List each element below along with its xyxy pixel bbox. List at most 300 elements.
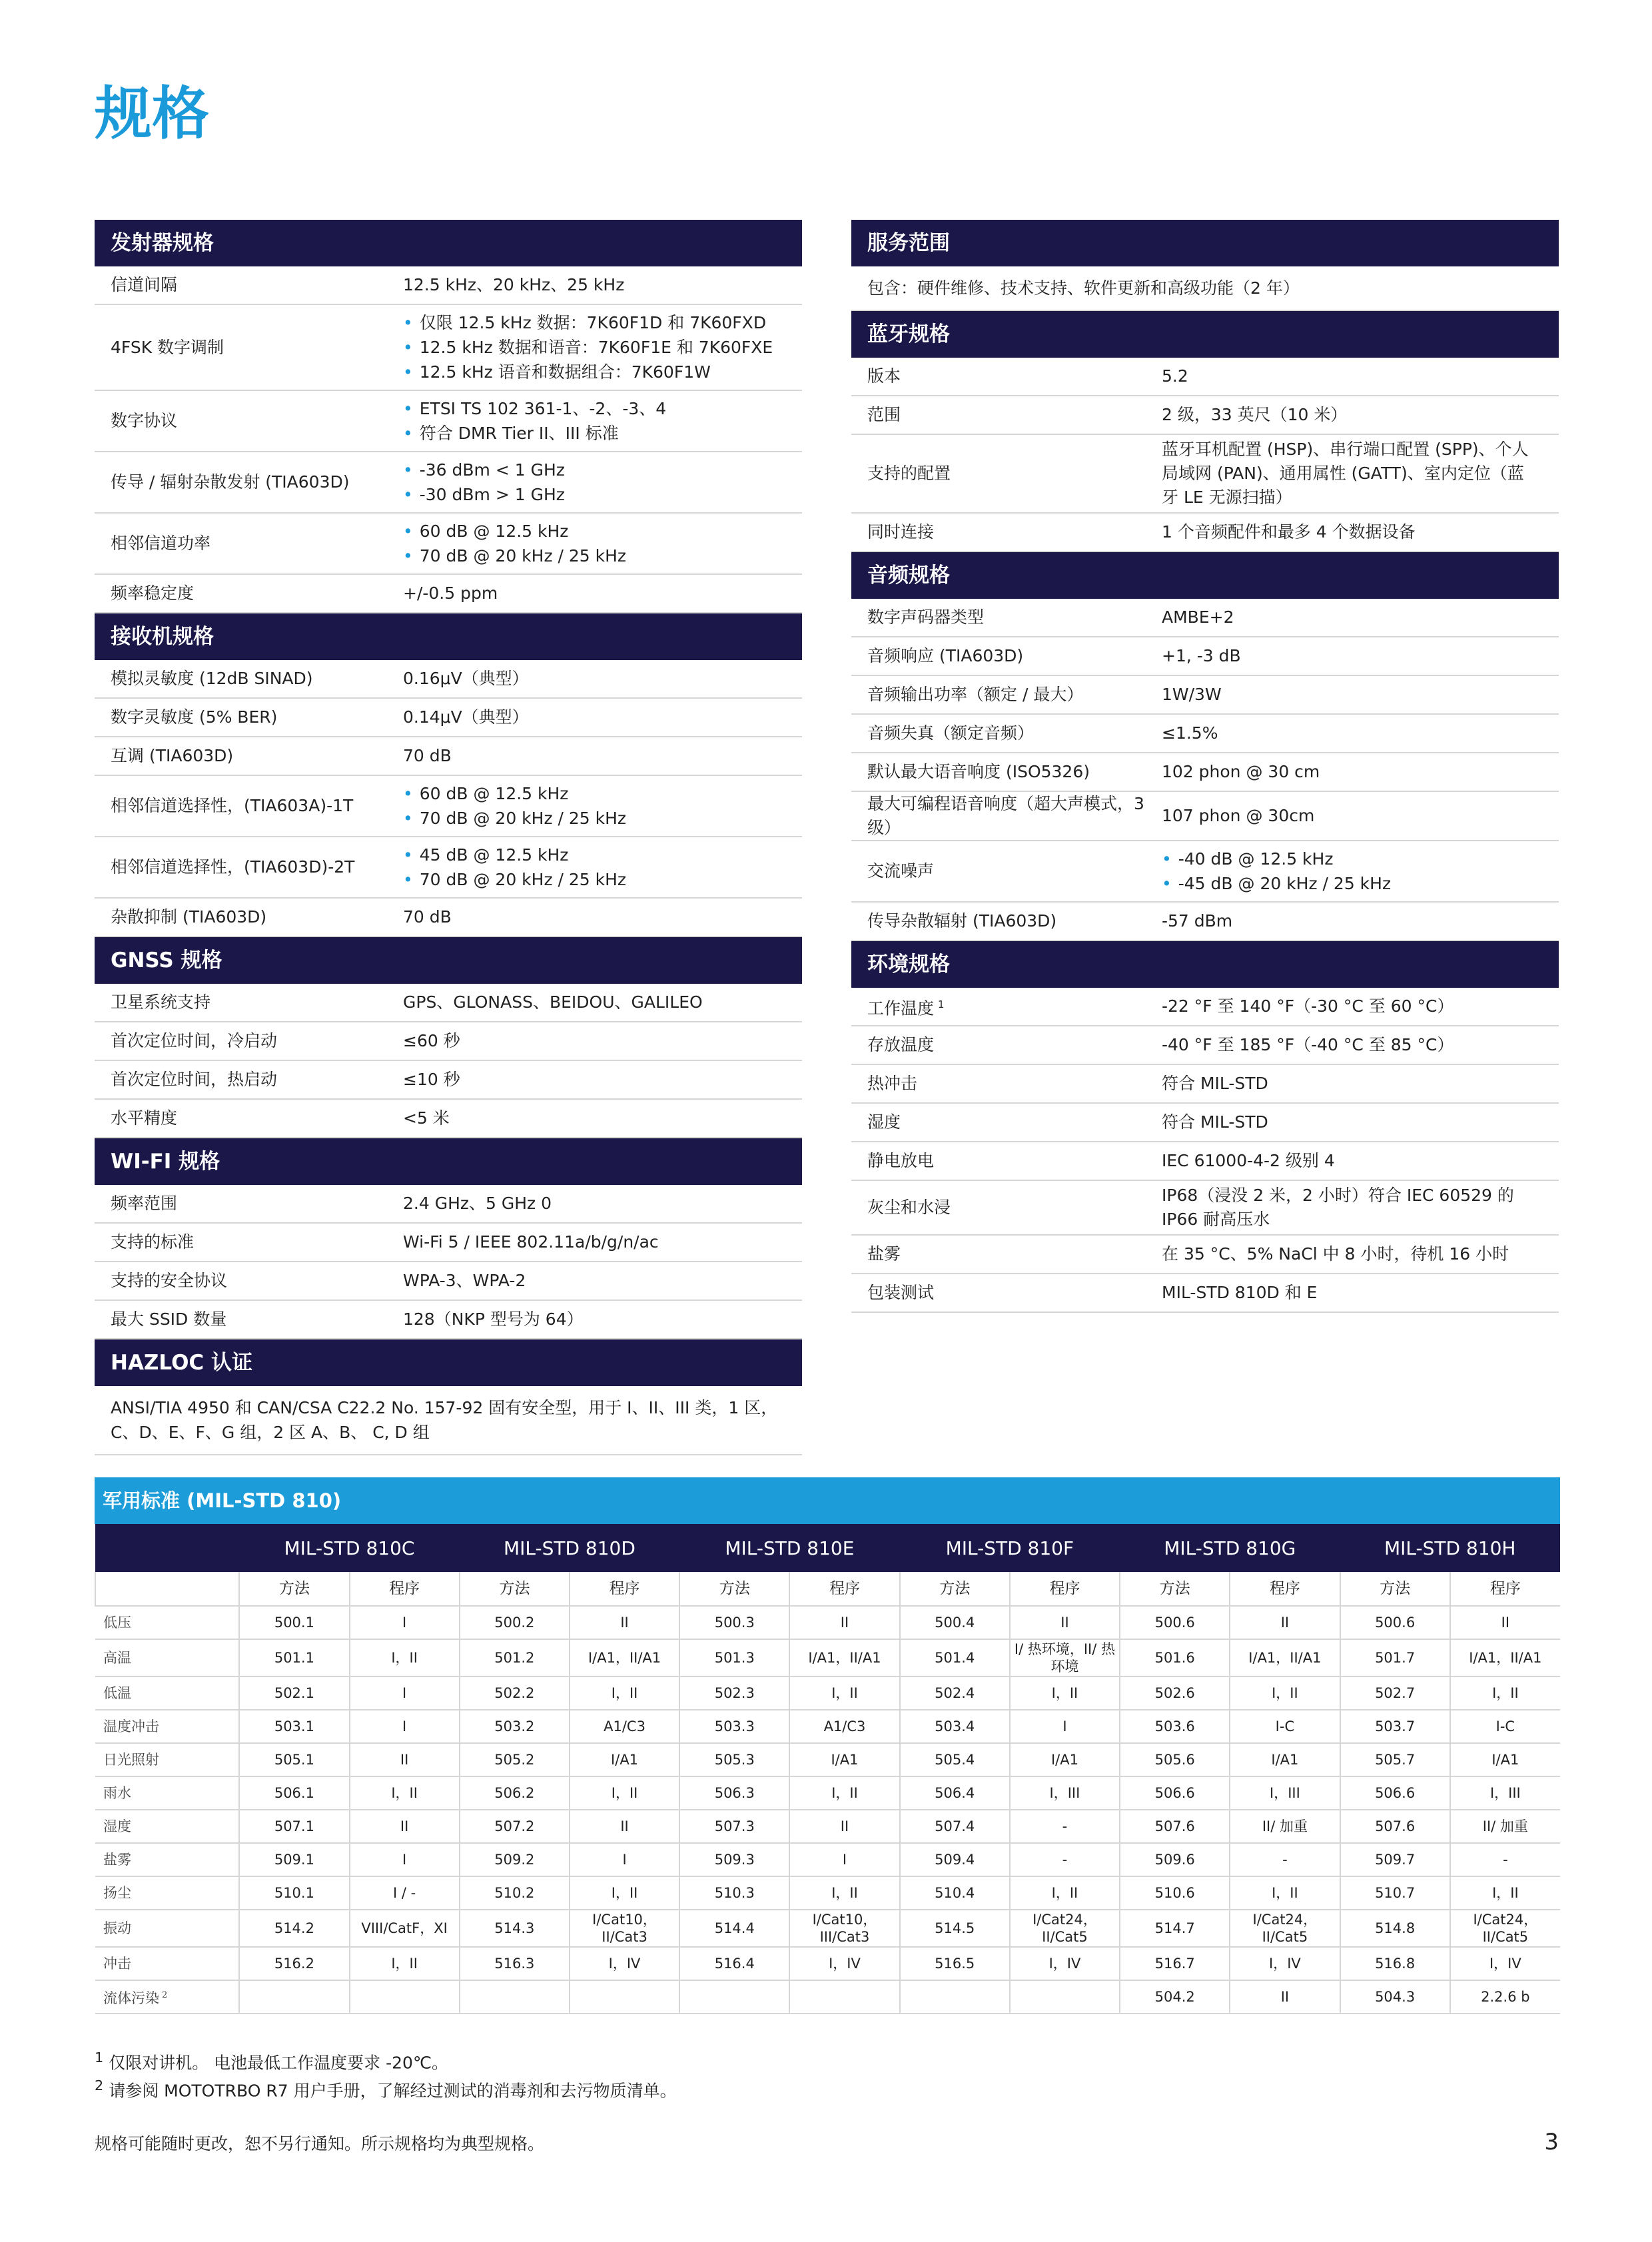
spec-label-text: 模拟灵敏度 (12dB SINAD) xyxy=(111,669,313,688)
mil-row xyxy=(95,1876,1560,1910)
mil-row-label xyxy=(95,1876,239,1910)
mil-method-header: 方法 xyxy=(900,1572,1010,1606)
spec-label-text: 首次定位时间，冷启动 xyxy=(111,1031,278,1050)
spec-label-text: 相邻信道选择性，(TIA603D)-2T xyxy=(111,857,355,877)
mil-procedure-cell: II/ 加重 xyxy=(1230,1810,1340,1843)
mil-method-cell: 506.2 xyxy=(460,1776,570,1810)
spec-label-text: 支持的安全协议 xyxy=(111,1271,228,1290)
spec-row xyxy=(95,1185,802,1223)
spec-label xyxy=(851,753,1146,791)
spec-value xyxy=(387,513,802,574)
spec-label-text: 卫星系统支持 xyxy=(111,992,211,1012)
spec-label xyxy=(95,390,387,452)
mil-standard-header: MIL-STD 810H xyxy=(1340,1524,1560,1572)
section-heading-bluetooth: 蓝牙规格 xyxy=(851,311,1559,358)
mil-method-cell: 502.4 xyxy=(900,1677,1010,1710)
mil-procedure-cell: 2.2.6 b xyxy=(1450,1980,1560,2014)
mil-procedure-cell: II xyxy=(1230,1980,1340,2014)
section-heading-gnss: GNSS 规格 xyxy=(95,937,802,984)
mil-row-label xyxy=(95,1710,239,1743)
spec-label-text: 互调 (TIA603D) xyxy=(111,746,234,765)
spec-table-wifi xyxy=(95,1185,802,1339)
spec-label xyxy=(851,841,1146,902)
disclaimer: 规格可能随时更改，恕不另行通知。所示规格均为典型规格。 xyxy=(95,2134,545,2153)
mil-procedure-cell: I，II xyxy=(570,1776,679,1810)
mil-procedure-cell: I，IV xyxy=(1230,1947,1340,1980)
spec-label xyxy=(95,775,387,837)
spec-label xyxy=(95,513,387,574)
mil-procedure-cell: I，II xyxy=(350,1776,460,1810)
mil-corner-sub xyxy=(95,1572,239,1606)
spec-value xyxy=(387,660,802,698)
spec-label xyxy=(95,1223,387,1262)
footnote-2 xyxy=(95,2073,677,2103)
spec-value xyxy=(1146,988,1559,1026)
spec-label-text: 静电放电 xyxy=(867,1151,935,1170)
spec-value-text: 2.4 GHz、5 GHz 0 xyxy=(403,1194,552,1213)
spec-table-bluetooth xyxy=(851,358,1559,552)
hazloc-text: ANSI/TIA 4950 和 CAN/CSA C22.2 No. 157-92 固有安全型，用于 I、II、III 类，1 区，C、D、E、F、G 组，2 区 A、B、 C, D 组 xyxy=(95,1386,802,1455)
mil-procedure-cell: I，IV xyxy=(1450,1947,1560,1980)
spec-label xyxy=(95,660,387,698)
spec-value-text: 102 phon @ 30 cm xyxy=(1162,762,1320,781)
spec-label-text: 灰尘和水浸 xyxy=(867,1198,951,1217)
spec-row xyxy=(851,841,1559,902)
spec-value-text: IEC 61000-4-2 级别 4 xyxy=(1162,1151,1335,1170)
mil-method-cell: 507.4 xyxy=(900,1810,1010,1843)
spec-value xyxy=(1146,1180,1559,1235)
spec-label-text: 频率稳定度 xyxy=(111,583,195,603)
spec-value-list xyxy=(403,776,802,836)
mil-row-label xyxy=(95,1947,239,1980)
mil-procedure-cell: VIII/CatF，XI xyxy=(350,1910,460,1947)
spec-value-item: • 70 dB @ 20 kHz / 25 kHz xyxy=(403,867,802,892)
spec-row xyxy=(851,714,1559,753)
spec-label-text: 盐雾 xyxy=(867,1244,901,1264)
mil-procedure-cell: I，IV xyxy=(1010,1947,1120,1980)
mil-procedure-cell: I，IV xyxy=(570,1947,679,1980)
mil-method-cell: 500.4 xyxy=(900,1606,1010,1639)
mil-method-cell: 505.1 xyxy=(239,1743,349,1776)
mil-method-cell: 503.4 xyxy=(900,1710,1010,1743)
spec-value-text: +/-0.5 ppm xyxy=(403,583,498,603)
spec-value-item: • 符合 DMR Tier II、III 标准 xyxy=(403,421,802,446)
service-text: 包含：硬件维修、技术支持、软件更新和高级功能（2 年） xyxy=(851,266,1559,311)
spec-value-item: • -40 dB @ 12.5 kHz xyxy=(1162,847,1559,871)
mil-method-cell: 506.6 xyxy=(1120,1776,1230,1810)
spec-value-item: • 60 dB @ 12.5 kHz xyxy=(403,781,802,806)
spec-value-text: 在 35 °C、5% NaCl 中 8 小时，待机 16 小时 xyxy=(1162,1244,1509,1264)
mil-procedure-cell: I，II xyxy=(350,1639,460,1677)
spec-value-text: 0.14μV（典型） xyxy=(403,707,529,727)
mil-procedure-cell: A1/C3 xyxy=(570,1710,679,1743)
spec-label xyxy=(851,902,1146,940)
mil-method-cell xyxy=(679,1980,789,2014)
spec-row xyxy=(95,1223,802,1262)
mil-row-label xyxy=(95,1639,239,1677)
spec-value-text: 5.2 xyxy=(1162,366,1188,386)
spec-value-text: 70 dB xyxy=(403,907,452,927)
spec-value xyxy=(1146,358,1559,396)
right-column xyxy=(851,220,1559,1313)
spec-row xyxy=(95,837,802,898)
spec-label xyxy=(851,637,1146,675)
spec-label xyxy=(95,1262,387,1300)
mil-method-cell: 509.6 xyxy=(1120,1843,1230,1876)
mil-row xyxy=(95,1743,1560,1776)
mil-method-cell xyxy=(460,1980,570,2014)
mil-method-cell: 514.5 xyxy=(900,1910,1010,1947)
spec-label xyxy=(851,1103,1146,1142)
mil-standard-header: MIL-STD 810G xyxy=(1120,1524,1340,1572)
section-heading-wifi: WI-FI 规格 xyxy=(95,1138,802,1185)
spec-value-text: +1, -3 dB xyxy=(1162,646,1241,665)
mil-method-cell: 509.7 xyxy=(1340,1843,1450,1876)
spec-label-text: 交流噪声 xyxy=(867,861,935,881)
mil-row-label-text: 日光照射 xyxy=(103,1752,159,1768)
mil-procedure-cell: I / - xyxy=(350,1876,460,1910)
spec-label xyxy=(95,898,387,936)
spec-row xyxy=(95,1099,802,1138)
spec-value xyxy=(387,775,802,837)
mil-method-cell: 503.7 xyxy=(1340,1710,1450,1743)
spec-value xyxy=(1146,753,1559,791)
spec-value-item: • -45 dB @ 20 kHz / 25 kHz xyxy=(1162,871,1559,896)
mil-procedure-cell: II xyxy=(350,1743,460,1776)
mil-method-cell: 506.3 xyxy=(679,1776,789,1810)
spec-value xyxy=(1146,1235,1559,1274)
spec-value-text: AMBE+2 xyxy=(1162,607,1234,627)
spec-label-text: 最大可编程语音响度（超大声模式，3 级） xyxy=(867,794,1144,837)
mil-method-cell: 516.5 xyxy=(900,1947,1010,1980)
spec-row xyxy=(851,1026,1559,1064)
spec-value xyxy=(1146,1274,1559,1312)
spec-value xyxy=(1146,396,1559,434)
mil-method-cell: 514.3 xyxy=(460,1910,570,1947)
footnote-1-text: 仅限对讲机。 电池最低工作温度要求 -20℃。 xyxy=(109,2053,449,2073)
spec-value-text: 1 个音频配件和最多 4 个数据设备 xyxy=(1162,522,1416,542)
mil-procedure-cell: I，III xyxy=(1230,1776,1340,1810)
spec-label-text: 音频失真（额定音频） xyxy=(867,723,1034,743)
spec-label xyxy=(95,1300,387,1339)
spec-value-list xyxy=(403,305,802,390)
spec-value xyxy=(387,698,802,737)
spec-row xyxy=(851,753,1559,791)
spec-label xyxy=(95,984,387,1022)
spec-value xyxy=(1146,1103,1559,1142)
spec-label xyxy=(851,988,1146,1026)
mil-procedure-cell: II xyxy=(1230,1606,1340,1639)
mil-method-cell: 501.3 xyxy=(679,1639,789,1677)
spec-value-text: 蓝牙耳机配置 (HSP)、串行端口配置 (SPP)、个人局域网 (PAN)、通用属性 (GATT)、室内定位（蓝牙 LE 无源扫描） xyxy=(1162,440,1529,507)
spec-value xyxy=(387,984,802,1022)
mil-procedure-cell: II xyxy=(789,1606,899,1639)
spec-label-text: 音频输出功率（额定 / 最大） xyxy=(867,685,1084,704)
mil-row-label-text: 温度冲击 xyxy=(103,1718,159,1734)
mil-method-header: 方法 xyxy=(460,1572,570,1606)
mil-method-cell: 505.4 xyxy=(900,1743,1010,1776)
section-heading-environment: 环境规格 xyxy=(851,941,1559,988)
spec-row xyxy=(851,396,1559,434)
mil-procedure-cell: I，II xyxy=(789,1876,899,1910)
spec-label xyxy=(851,434,1146,513)
spec-label-text: 数字协议 xyxy=(111,411,178,430)
mil-method-cell: 509.2 xyxy=(460,1843,570,1876)
mil-procedure-cell xyxy=(1010,1980,1120,2014)
spec-value xyxy=(387,1300,802,1339)
spec-value xyxy=(387,1223,802,1262)
spec-row xyxy=(95,660,802,698)
mil-method-cell: 507.6 xyxy=(1120,1810,1230,1843)
spec-row xyxy=(95,737,802,775)
mil-row xyxy=(95,1910,1560,1947)
mil-row-label-text: 湿度 xyxy=(103,1818,131,1834)
spec-label xyxy=(851,791,1146,841)
mil-row xyxy=(95,1980,1560,2014)
spec-value xyxy=(1146,599,1559,637)
mil-row-label-text: 低温 xyxy=(103,1685,131,1701)
mil-procedure-cell: I，II xyxy=(789,1677,899,1710)
spec-value xyxy=(1146,434,1559,513)
spec-label xyxy=(851,1235,1146,1274)
mil-procedure-cell: A1/C3 xyxy=(789,1710,899,1743)
mil-method-cell: 510.7 xyxy=(1340,1876,1450,1910)
spec-value xyxy=(1146,513,1559,552)
spec-value-item: • -30 dBm > 1 GHz xyxy=(403,482,802,507)
spec-row xyxy=(851,1142,1559,1180)
spec-label xyxy=(851,675,1146,714)
mil-method-cell: 502.6 xyxy=(1120,1677,1230,1710)
mil-row xyxy=(95,1947,1560,1980)
spec-label-text: 版本 xyxy=(867,366,901,386)
spec-label xyxy=(95,1022,387,1060)
mil-method-cell: 502.1 xyxy=(239,1677,349,1710)
spec-label-text: 热冲击 xyxy=(867,1074,918,1093)
mil-procedure-cell: II/ 加重 xyxy=(1450,1810,1560,1843)
spec-label-text: 传导 / 辐射杂散发射 (TIA603D) xyxy=(111,472,350,492)
spec-row xyxy=(851,637,1559,675)
mil-method-cell: 510.6 xyxy=(1120,1876,1230,1910)
spec-row xyxy=(851,1064,1559,1103)
spec-label xyxy=(95,266,387,304)
spec-row xyxy=(95,390,802,452)
spec-value-text: ≤10 秒 xyxy=(403,1070,460,1089)
footnote-2-mark: 2 xyxy=(95,2077,104,2093)
mil-procedure-cell: - xyxy=(1010,1810,1120,1843)
section-heading-transmitter: 发射器规格 xyxy=(95,220,802,266)
spec-table-receiver xyxy=(95,660,802,937)
spec-value-text: ≤60 秒 xyxy=(403,1031,460,1050)
section-heading-audio: 音频规格 xyxy=(851,552,1559,599)
mil-method-cell xyxy=(900,1980,1010,2014)
mil-method-cell: 510.4 xyxy=(900,1876,1010,1910)
mil-standard-header: MIL-STD 810E xyxy=(679,1524,899,1572)
footnote-ref: 1 xyxy=(938,998,945,1010)
spec-value-text: GPS、GLONASS、BEIDOU、GALILEO xyxy=(403,992,703,1012)
spec-label xyxy=(851,599,1146,637)
mil-method-cell: 506.6 xyxy=(1340,1776,1450,1810)
mil-method-cell: 500.3 xyxy=(679,1606,789,1639)
spec-label-text: 首次定位时间，热启动 xyxy=(111,1070,278,1089)
spec-value xyxy=(387,390,802,452)
spec-value xyxy=(387,1262,802,1300)
mil-procedure-header: 程序 xyxy=(1010,1572,1120,1606)
mil-procedure-cell xyxy=(570,1980,679,2014)
mil-method-cell: 500.1 xyxy=(239,1606,349,1639)
mil-procedure-cell xyxy=(789,1980,899,2014)
mil-procedure-cell: I xyxy=(350,1677,460,1710)
mil-row-label xyxy=(95,1843,239,1876)
mil-procedure-cell: I，IV xyxy=(789,1947,899,1980)
mil-method-cell: 503.1 xyxy=(239,1710,349,1743)
spec-value-text: -40 °F 至 185 °F（-40 °C 至 85 °C） xyxy=(1162,1035,1454,1054)
mil-corner xyxy=(95,1524,239,1572)
spec-row xyxy=(95,898,802,936)
mil-row xyxy=(95,1776,1560,1810)
spec-label xyxy=(95,574,387,613)
mil-method-cell: 500.6 xyxy=(1120,1606,1230,1639)
spec-row xyxy=(95,698,802,737)
spec-row xyxy=(851,1103,1559,1142)
mil-procedure-cell: - xyxy=(1230,1843,1340,1876)
mil-procedure-cell: I，III xyxy=(1450,1776,1560,1810)
spec-label xyxy=(851,714,1146,753)
spec-row xyxy=(851,902,1559,940)
mil-method-cell: 507.1 xyxy=(239,1810,349,1843)
mil-method-cell: 502.2 xyxy=(460,1677,570,1710)
mil-method-cell: 506.1 xyxy=(239,1776,349,1810)
mil-row xyxy=(95,1710,1560,1743)
mil-procedure-cell: I/Cat24，II/Cat5 xyxy=(1010,1910,1120,1947)
spec-label-text: 支持的配置 xyxy=(867,464,951,483)
spec-value xyxy=(387,1185,802,1223)
spec-value xyxy=(387,837,802,898)
spec-label-text: 频率范围 xyxy=(111,1194,178,1213)
page-title: 规格 xyxy=(95,81,209,147)
spec-label-text: 湿度 xyxy=(867,1112,901,1132)
spec-label-text: 杂散抑制 (TIA603D) xyxy=(111,907,267,927)
spec-row xyxy=(95,1022,802,1060)
spec-row xyxy=(851,358,1559,396)
mil-method-cell: 501.1 xyxy=(239,1639,349,1677)
mil-method-header: 方法 xyxy=(1120,1572,1230,1606)
mil-row-label xyxy=(95,1606,239,1639)
mil-method-cell: 505.3 xyxy=(679,1743,789,1776)
spec-label xyxy=(851,358,1146,396)
spec-value-item: • ETSI TS 102 361-1、-2、-3、4 xyxy=(403,396,802,421)
spec-value-text: WPA-3、WPA-2 xyxy=(403,1271,526,1290)
mil-procedure-cell: I，II xyxy=(1010,1677,1120,1710)
footnote-ref: 2 xyxy=(162,1990,168,2000)
mil-method-header: 方法 xyxy=(1340,1572,1450,1606)
spec-row xyxy=(95,1300,802,1339)
mil-procedure-cell: I-C xyxy=(1230,1710,1340,1743)
mil-procedure-cell: I/Cat24，II/Cat5 xyxy=(1230,1910,1340,1947)
mil-method-cell: 502.3 xyxy=(679,1677,789,1710)
mil-procedure-cell: I，II xyxy=(1450,1876,1560,1910)
mil-method-cell: 503.6 xyxy=(1120,1710,1230,1743)
mil-procedure-cell: I/Cat24，II/Cat5 xyxy=(1450,1910,1560,1947)
mil-procedure-cell: I/Cat10，III/Cat3 xyxy=(789,1910,899,1947)
mil-std-heading: 军用标准 (MIL-STD 810) xyxy=(95,1477,1560,1524)
spec-label-text: 包装测试 xyxy=(867,1283,935,1302)
spec-value-text: -22 °F 至 140 °F（-30 °C 至 60 °C） xyxy=(1162,996,1454,1016)
mil-std-header-row xyxy=(95,1524,1560,1572)
mil-std-section xyxy=(95,1477,1560,2014)
spec-value xyxy=(387,1060,802,1099)
spec-label xyxy=(95,1099,387,1138)
mil-standard-header: MIL-STD 810F xyxy=(900,1524,1120,1572)
spec-value xyxy=(387,266,802,304)
spec-row xyxy=(95,984,802,1022)
mil-procedure-cell: I，III xyxy=(1010,1776,1120,1810)
mil-std-table xyxy=(95,1524,1560,2014)
mil-procedure-cell: I xyxy=(350,1843,460,1876)
spec-label-text: 信道间隔 xyxy=(111,275,178,294)
mil-procedure-header: 程序 xyxy=(1450,1572,1560,1606)
spec-value xyxy=(387,898,802,936)
mil-method-cell: 507.2 xyxy=(460,1810,570,1843)
mil-procedure-cell: I xyxy=(789,1843,899,1876)
spec-table-gnss xyxy=(95,984,802,1138)
spec-label xyxy=(95,304,387,390)
mil-procedure-cell: II xyxy=(1450,1606,1560,1639)
spec-row xyxy=(851,1274,1559,1312)
mil-procedure-cell: I，II xyxy=(570,1677,679,1710)
spec-label-text: 同时连接 xyxy=(867,522,935,542)
mil-method-cell: 500.6 xyxy=(1340,1606,1450,1639)
mil-method-cell: 500.2 xyxy=(460,1606,570,1639)
spec-value xyxy=(1146,714,1559,753)
mil-row-label-text: 振动 xyxy=(103,1920,131,1936)
spec-label xyxy=(95,737,387,775)
mil-method-cell: 504.3 xyxy=(1340,1980,1450,2014)
spec-value xyxy=(1146,841,1559,902)
spec-value xyxy=(387,574,802,613)
mil-procedure-cell: I/A1，II/A1 xyxy=(570,1639,679,1677)
spec-table-audio xyxy=(851,599,1559,941)
mil-row-label xyxy=(95,1910,239,1947)
mil-method-cell: 505.7 xyxy=(1340,1743,1450,1776)
spec-label-text: 4FSK 数字调制 xyxy=(111,337,224,357)
mil-procedure-cell: I/A1 xyxy=(1010,1743,1120,1776)
mil-row-label-text: 流体污染 xyxy=(103,1990,159,2006)
mil-method-cell: 501.2 xyxy=(460,1639,570,1677)
mil-row-label-text: 冲击 xyxy=(103,1956,131,1972)
footnote-1-mark: 1 xyxy=(95,2050,104,2065)
spec-value-text: 70 dB xyxy=(403,746,452,765)
mil-row-label xyxy=(95,1810,239,1843)
mil-procedure-header: 程序 xyxy=(1230,1572,1340,1606)
mil-method-cell: 510.3 xyxy=(679,1876,789,1910)
spec-label-text: 默认最大语音响度 (ISO5326) xyxy=(867,762,1090,781)
spec-label xyxy=(851,513,1146,552)
mil-row-label xyxy=(95,1743,239,1776)
spec-row xyxy=(851,675,1559,714)
mil-procedure-cell: - xyxy=(1010,1843,1120,1876)
spec-value xyxy=(1146,902,1559,940)
mil-method-cell: 514.7 xyxy=(1120,1910,1230,1947)
mil-procedure-cell: I xyxy=(570,1843,679,1876)
mil-row-label-text: 雨水 xyxy=(103,1785,131,1801)
mil-procedure-cell: I xyxy=(1010,1710,1120,1743)
mil-procedure-cell: I xyxy=(350,1710,460,1743)
spec-row xyxy=(95,574,802,613)
spec-label-text: 相邻信道选择性，(TIA603A)-1T xyxy=(111,796,354,815)
spec-value xyxy=(387,1099,802,1138)
mil-method-cell: 503.2 xyxy=(460,1710,570,1743)
mil-procedure-cell: II xyxy=(1010,1606,1120,1639)
